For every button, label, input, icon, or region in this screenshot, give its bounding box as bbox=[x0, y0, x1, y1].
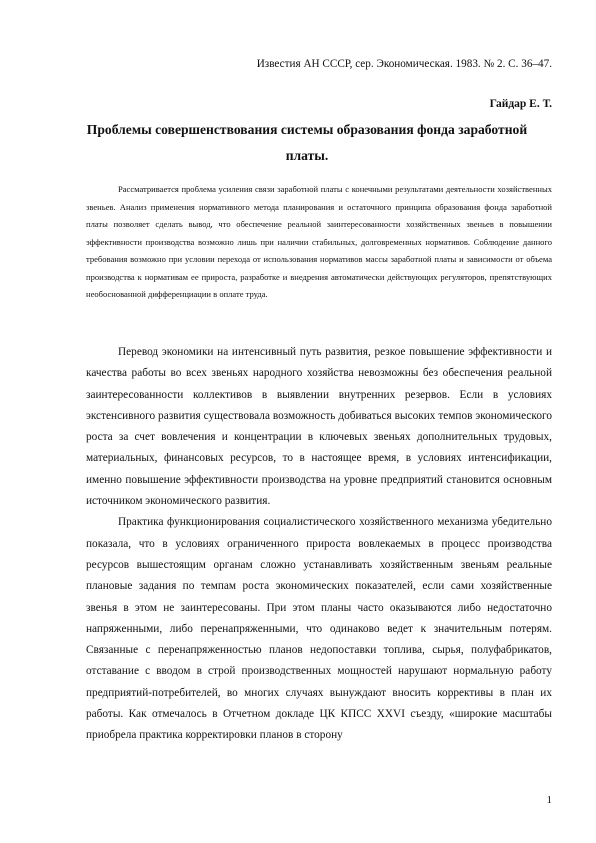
abstract: Рассматривается проблема усиления связи заработной платы с конечными результатами деятельности хозяйственных звеньев. Анализ применения нормативного метода планирования и остаточного принципа образования фонда заработной платы позволяет сделать вывод, что обеспечение реальной заинтересованности хозяйственных звеньев в повышении эффективности производства возможно лишь при наличии стабильных, долговременных нормативов. Соблюдение данного требования возможно при условии перехода от использования нормативов массы заработной платы и зависимости от объема производства к нормативам ее прироста, разработке и внедрения автоматически действующих регуляторов, препятствующих необоснованной дифференциации в оплате труда. bbox=[86, 184, 552, 299]
body-paragraph: Перевод экономики на интенсивный путь развития, резкое повышение эффективности и качества работы во всех звеньях народного хозяйства невозможны без обеспечения реальной заинтересованности коллективов в выявлении внутренних резервов. Если в условиях экстенсивного развития существовала возможность добиваться высоких темпов экономического роста за счет вовлечения и концентрации в ключевых звеньях дополнительных трудовых, материальных, финансовых ресурсов, то в настоящее время, в условиях интенсификации, именно повышение эффективности производства на уровне предприятий становится основным источником экономического развития. bbox=[86, 346, 552, 508]
article-body bbox=[86, 342, 552, 747]
page-number: 1 bbox=[546, 794, 552, 806]
author-name: Гайдар Е. Т. bbox=[489, 98, 552, 110]
journal-citation: Известия АН СССР, сер. Экономическая. 1983. № 2. С. 36–47. bbox=[256, 58, 552, 70]
body-paragraph: Практика функционирования социалистического хозяйственного механизма убедительно показала, что в условиях ограниченного прироста вовлекаемых в процесс производства ресурсов вышестоящим органам сложно устанавливать хозяйственным звеньям реальные плановые задания по темпам роста экономических показателей, если сами хозяйственные звенья в этом не заинтересованы. При этом планы часто оказываются либо недостаточно напряженными, либо перенапряженными, что одинаково ведет к значительным потерям. Связанные с перенапряженностью планов недопоставки топлива, сырья, полуфабрикатов, отставание с вводом в строй производственных мощностей нарушают нормальную работу предприятий-потребителей, во многих случаях вынуждают вносить коррективы в план их работы. Как отмечалось в Отчетном докладе ЦК КПСС XXVI съезду, «широкие масштабы приобрела практика корректировки планов в сторону bbox=[86, 516, 552, 742]
article-title: Проблемы совершенствования системы образования фонда заработной платы. bbox=[86, 122, 528, 163]
